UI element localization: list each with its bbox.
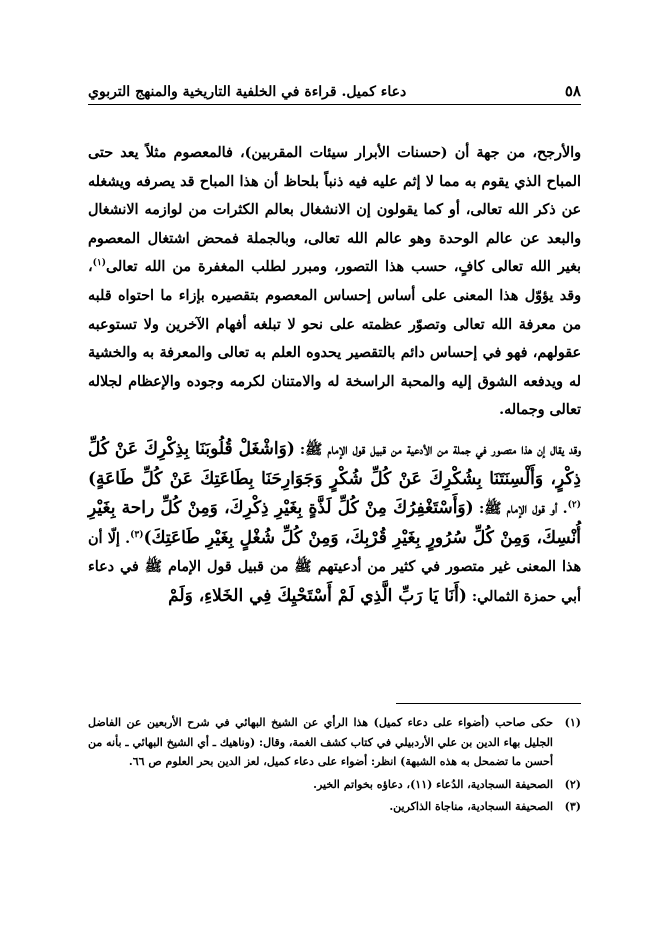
footnote-number: (١)	[564, 716, 581, 729]
footnote-ref-1: (١)	[92, 258, 106, 269]
footnote-ref-3: (٣)	[130, 529, 144, 540]
footnote-ref-2: (٢)	[567, 500, 581, 511]
page-number: ٥٨	[564, 82, 581, 100]
footnote-number: (٣)	[564, 800, 581, 813]
footnote-number: (٢)	[564, 777, 581, 791]
dua-quote-2: (وَأَسْتَغْفِرُكَ مِنْ كُلِّ لَذَّةٍ بِغَيْرِ ذِكْرِكَ، وَمِنْ كُلِّ راحة بِغَيْرِ أُنْسِكَ، وَمِنْ كُلِّ سُرُورٍ بِغَيْرِ قُرْبِكَ، وَمِنْ كُلِّ شُغْلٍ بِغَيْرِ طَاعَتِكَ)	[88, 498, 581, 548]
footnote-text: الصحيفة السجادية، الدُعاء (١١)، دعاؤه بخواتم الخير.	[313, 777, 553, 791]
running-header	[88, 74, 581, 100]
paragraph-2	[88, 435, 581, 612]
dua-quote-3: (أَنَا يَا رَبِّ الَّذِي لَمْ أَسْتَحْيِكَ فِي الخَلاءِ، وَلَمْ	[168, 585, 467, 606]
dua-quote-1: (وَاشْغَلْ قُلُوبَنَا بِذِكْرِكَ عَنْ كُلِّ ذِكْرٍ، وَأَلْسِنَتَنَا بِشُكْرِكَ عَنْ كُلِّ شُكْرٍ وَجَوَارِحَنَا بِطَاعَتِكَ عَنْ كُلِّ طَاعَةٍ)	[88, 438, 581, 489]
header-divider	[88, 104, 581, 105]
footnote-1	[88, 713, 581, 772]
paragraph-2-text-b: . أو قول الإمام ﷺ:	[473, 501, 568, 518]
paragraph-1	[88, 139, 581, 425]
footnote-2	[88, 775, 581, 795]
paragraph-2-text-a: وقد يقال إن هذا متصور في جملة من الأدعية من قبيل قول الإمام ﷺ:	[294, 441, 582, 458]
footnote-text: حكى صاحب (أضواء على دعاء كميل) هذا الرأي عن الشيخ البهائي في شرح الأربعين عن الفاضل الجليل بهاء الدين بن علي الأردبيلي في كتاب كشف الغمة، وقال: (وناهيك ـ أي الشيخ البهائي ـ بأنه من أحسن ما تضمحل به هذه الشبهة) انظر: أضواء على دعاء كميل، لعز الدين بحر العلوم ص ٦٦.	[88, 716, 553, 768]
paragraph-1-text: والأرجح، من جهة أن (حسنات الأبرار سيئات المقربين)، فالمعصوم مثلاً يعد حتى المباح الذي يقوم به مما لا إثم عليه فيه ذنباً بلحاظ أن هذا المباح قد يصرفه ويشغله عن ذكر الله تعالى، أو كما يقولون إن الانشغال بعالم الكثرات من لوازمه الانشغال والبعد عن عالم الوحدة وهو عالم الله تعالى، وبالجملة فمحض اشتغال المعصوم بغير الله تعالى كافٍ، حسب هذا التصور، ومبرر لطلب المغفرة من الله تعالى	[88, 145, 581, 276]
footnote-text: الصحيفة السجادية، مناجاة الذاكرين.	[389, 800, 553, 813]
paragraph-1-rest: ، وقد يؤوّل هذا المعنى على أساس إحساس المعصوم بتقصيره بإزاء ما احتواه قلبه من معرفة الله تعالى وتصوّر عظمته على نحو لا تبلغه أفهام الآخرين ولا تستوعبه عقولهم، فهو في إحساس دائم بالتقصير يحدوه العلم به تعالى والمعرفة به والخشية له ويدفعه الشوق إليه والمحبة الراسخة له والامتنان لكرمه وجوده والإعظام لجلاله تعالى وجماله.	[88, 259, 581, 419]
footnote-divider	[396, 703, 581, 704]
main-text	[88, 139, 581, 612]
footnote-3	[88, 797, 581, 817]
paragraph-2-text-c: . إلّا أن هذا المعنى غير متصور في كثير من أدعيتهم ﷺ من قبيل قول الإمام ﷺ في دعاء أبي حمزة الثمالي:	[88, 530, 581, 605]
footnotes	[88, 713, 581, 817]
running-title: دعاء كميل. قراءة في الخلفية التاريخية والمنهج التربوي	[88, 84, 407, 100]
